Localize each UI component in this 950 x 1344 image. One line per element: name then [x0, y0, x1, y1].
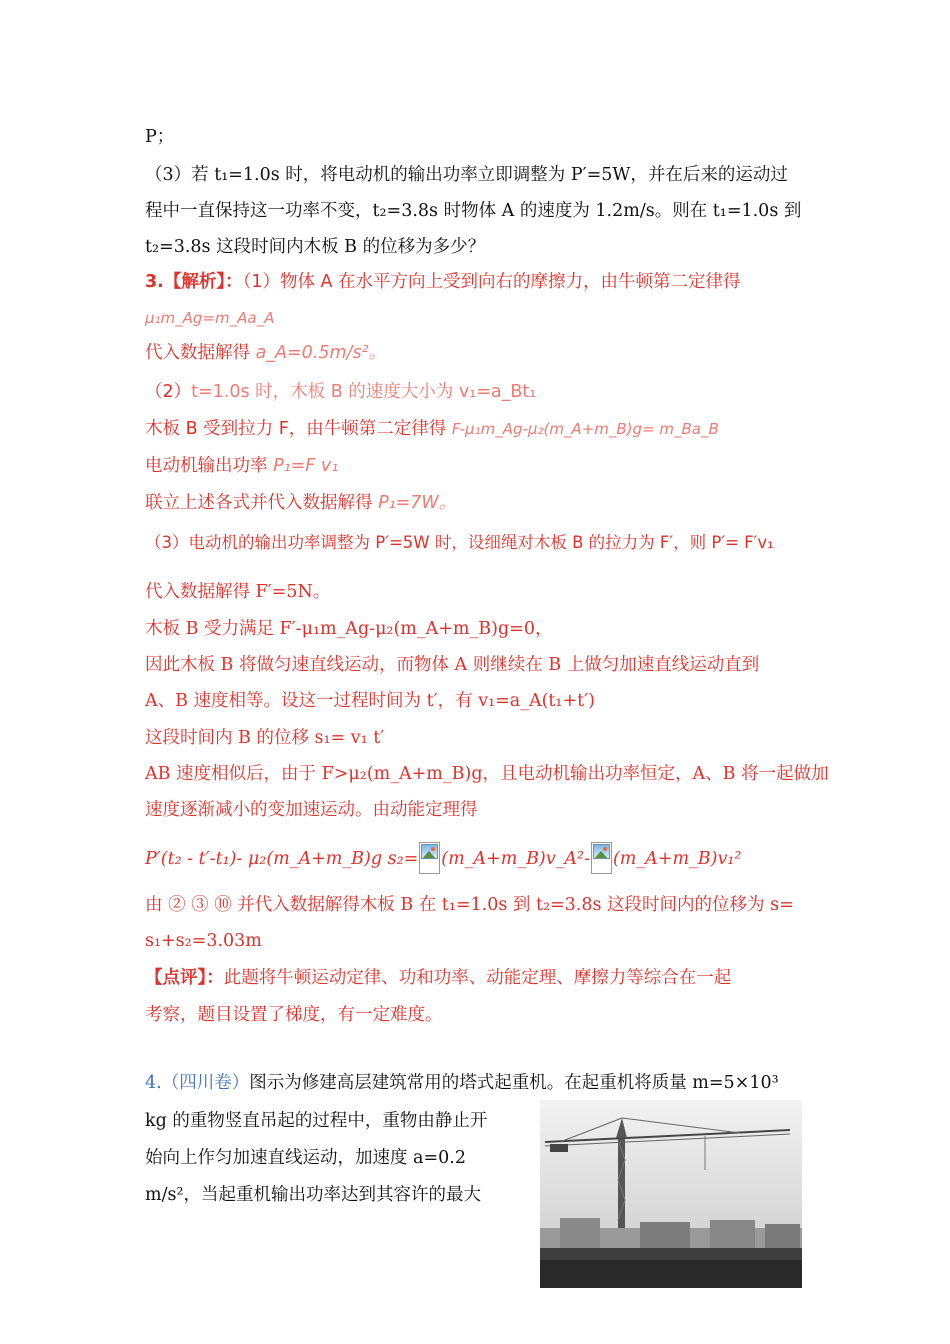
- solution-line-3: [145, 341, 386, 365]
- energy-equation-mid: (m_A+m_B)v_A²-: [441, 849, 590, 869]
- q3-line-3: t₂=3.8s 这段时间内木板 B 的位移为多少？: [145, 237, 486, 257]
- solution-step10: 因此木板 B 将做匀速直线运动，而物体 A 则继续在 B 上做匀加速直线运动直到: [145, 655, 760, 675]
- q4-line-1: [145, 1071, 779, 1095]
- solution-step5-text: 电动机输出功率: [145, 456, 274, 476]
- solution-step5-formula: P₁=F v₁: [273, 456, 339, 476]
- comment-text-1: 此题将牛顿运动定律、功和功率、动能定理、摩擦力等综合在一起: [223, 968, 732, 988]
- solution-step6-formula: P₁=7W。: [378, 493, 457, 513]
- energy-equation-right: (m_A+m_B)v₁²: [612, 849, 742, 869]
- broken-image-icon: [419, 842, 440, 874]
- q4-source: （四川卷）: [161, 1073, 250, 1093]
- top-fragment: P；: [145, 127, 175, 147]
- energy-equation: [145, 842, 741, 874]
- comment-label: 【点评】：: [145, 968, 224, 988]
- solution-line-5: [145, 417, 719, 441]
- comment-line-2: 考察，题目设置了梯度，有一定难度。: [145, 1005, 443, 1025]
- solution-step16: 由 ② ③ ⑩ 并代入数据解得木板 B 在 t₁=1.0s 到 t₂=3.8s 这段时间内的位移为 s=: [145, 895, 794, 915]
- solution-step7: （3）电动机的输出功率调整为 P′=5W 时，设细绳对木板 B 的拉力为 F′，则 P′= F′v₁: [145, 533, 774, 552]
- solution-step2-text: 代入数据解得: [145, 343, 256, 363]
- q4-number: 4.: [145, 1073, 162, 1093]
- q4-line-3: 始向上作匀加速直线运动，加速度 a=0.2: [145, 1148, 466, 1168]
- solution-step4-text: 木板 B 受到拉力 F，由牛顿第二定律得: [145, 419, 452, 439]
- solution-line-1: [145, 270, 741, 294]
- solution-step1-formula: μ₁m_Ag=m_Aa_A: [145, 309, 275, 327]
- solution-line-6: [145, 454, 338, 478]
- solution-step9: 木板 B 受力满足 F′-μ₁m_Ag-μ₂(m_A+m_B)g=0，: [145, 619, 553, 639]
- comment-line-1: [145, 966, 731, 990]
- solution-line-7: [145, 491, 456, 515]
- solution-step1-text: （1）物体 A 在水平方向上受到向右的摩擦力，由牛顿第二定律得: [242, 272, 741, 292]
- energy-equation-left: P′(t₂ - t′-t₁)- μ₂(m_A+m_B)g s₂=: [145, 849, 419, 869]
- solution-step3-text: （2）: [145, 382, 192, 402]
- solution-step17: s₁+s₂=3.03m: [145, 931, 262, 951]
- solution-step12: 这段时间内 B 的位移 s₁= v₁ t′: [145, 728, 385, 748]
- solution-step14: 速度逐渐减小的变加速运动。由动能定理得: [145, 800, 478, 820]
- tower-crane-photo: [540, 1100, 802, 1288]
- q3-line-1: （3）若 t₁=1.0s 时，将电动机的输出功率立即调整为 P′=5W，并在后来的运动过: [145, 165, 788, 185]
- solution-step8: 代入数据解得 F′=5N。: [145, 582, 331, 602]
- q4-line-2: kg 的重物竖直吊起的过程中，重物由静止开: [145, 1111, 488, 1131]
- broken-image-icon: [591, 842, 612, 874]
- q4-text-1: 图示为修建高层建筑常用的塔式起重机。在起重机将质量 m=5×10³: [249, 1073, 779, 1093]
- solution-step2-formula: a_A=0.5m/s²。: [255, 343, 387, 363]
- solution-line-4: [145, 380, 536, 404]
- q4-line-4: m/s²，当起重机输出功率达到其容许的最大: [145, 1185, 481, 1205]
- solution-step4-formula: F-μ₁m_Ag-μ₂(m_A+m_B)g= m_Ba_B: [451, 420, 719, 438]
- solution-step11: A、B 速度相等。设这一过程时间为 t′，有 v₁=a_A(t₁+t′): [145, 691, 595, 711]
- solution-step13: AB 速度相似后，由于 F>μ₂(m_A+m_B)g，且电动机输出功率恒定，A、B 将一起做加: [145, 764, 829, 784]
- solution-heading: 3.【解析】：: [145, 272, 243, 292]
- solution-step6-text: 联立上述各式并代入数据解得: [145, 493, 379, 513]
- solution-step3-formula: t=1.0s 时，木板 B 的速度大小为 v₁=a_Bt₁: [191, 382, 537, 402]
- q3-line-2: 程中一直保持这一功率不变，t₂=3.8s 时物体 A 的速度为 1.2m/s。则在 t₁=1.0s 到: [145, 201, 802, 221]
